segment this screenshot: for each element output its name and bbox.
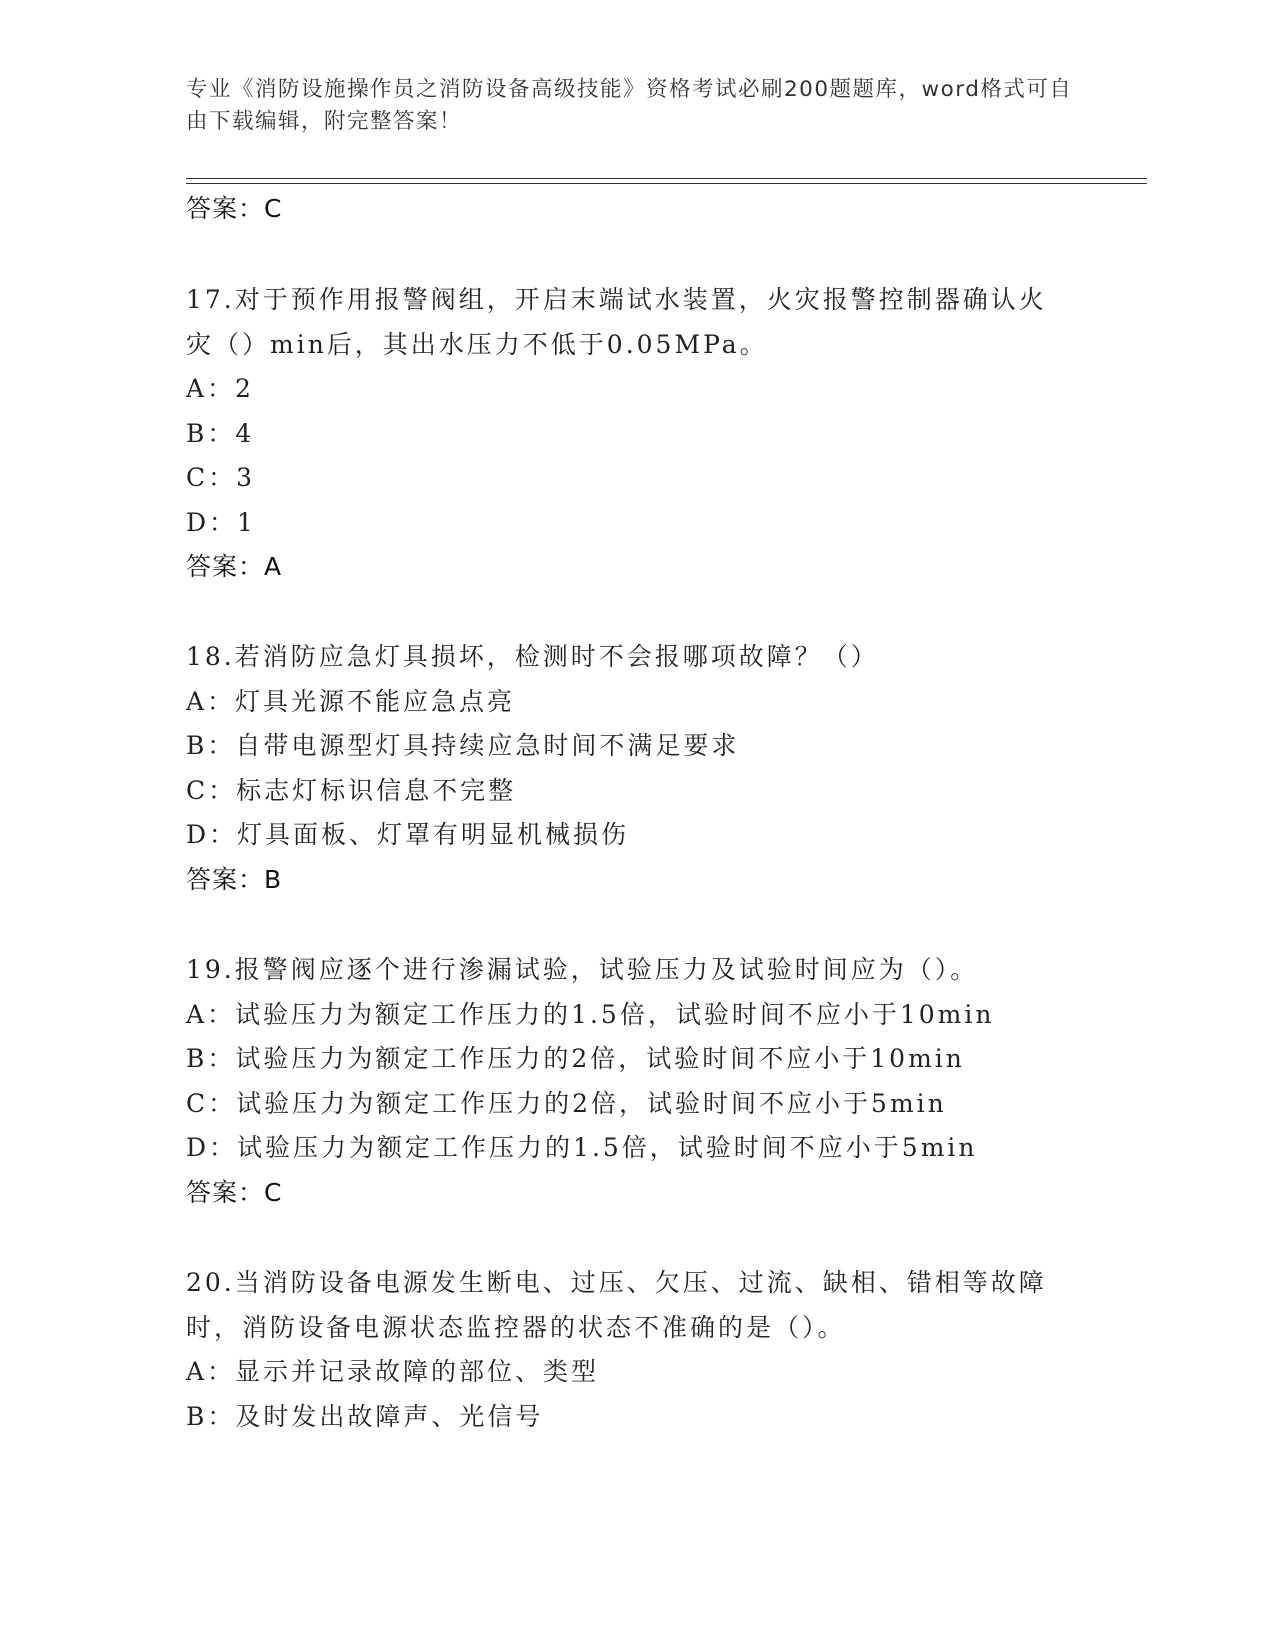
question-18-option-c: C：标志灯标识信息不完整: [186, 776, 517, 805]
question-17-stem-line1: 17.对于预作用报警阀组，开启末端试水装置，火灾报警控制器确认火: [186, 285, 1047, 314]
question-19-option-d: D：试验压力为额定工作压力的1.5倍，试验时间不应小于5min: [186, 1133, 978, 1162]
question-17-option-d: D：1: [186, 508, 256, 537]
question-19-option-b: B：试验压力为额定工作压力的2倍，试验时间不应小于10min: [186, 1044, 965, 1073]
question-17-stem-line2: 灾（）min后，其出水压力不低于0.05MPa。: [186, 330, 768, 359]
answer-19: 答案：C: [186, 1178, 283, 1207]
question-20-stem-line1: 20.当消防设备电源发生断电、过压、欠压、过流、缺相、错相等故障: [186, 1268, 1047, 1297]
question-17-option-b: B：4: [186, 419, 255, 448]
question-19-stem-line1: 19.报警阀应逐个进行渗漏试验，试验压力及试验时间应为（）。: [186, 955, 979, 984]
question-20-stem-line2: 时，消防设备电源状态监控器的状态不准确的是（）。: [186, 1313, 846, 1342]
question-18-option-a: A：灯具光源不能应急点亮: [186, 687, 516, 716]
question-17-option-a: A：2: [186, 374, 254, 403]
answer-17: 答案：A: [186, 552, 283, 581]
question-19-option-c: C：试验压力为额定工作压力的2倍，试验时间不应小于5min: [186, 1089, 947, 1118]
answer-prev: 答案：C: [186, 194, 283, 223]
header-rule-bottom: [186, 183, 1147, 184]
question-20-option-b: B：及时发出故障声、光信号: [186, 1402, 544, 1431]
question-17-option-c: C：3: [186, 463, 256, 492]
header-rule-top: [186, 178, 1147, 179]
question-18-stem-line1: 18.若消防应急灯具损坏，检测时不会报哪项故障？（）: [186, 642, 879, 671]
answer-18: 答案：B: [186, 865, 283, 894]
question-18-option-d: D：灯具面板、灯罩有明显机械损伤: [186, 820, 630, 849]
question-18-option-b: B：自带电源型灯具持续应急时间不满足要求: [186, 731, 740, 760]
document-header: 专业《消防设施操作员之消防设备高级技能》资格考试必刷200题题库，word格式可自由下载编辑，附完整答案！: [186, 77, 1073, 134]
question-19-option-a: A：试验压力为额定工作压力的1.5倍，试验时间不应小于10min: [186, 1000, 995, 1029]
question-20-option-a: A：显示并记录故障的部位、类型: [186, 1357, 600, 1386]
